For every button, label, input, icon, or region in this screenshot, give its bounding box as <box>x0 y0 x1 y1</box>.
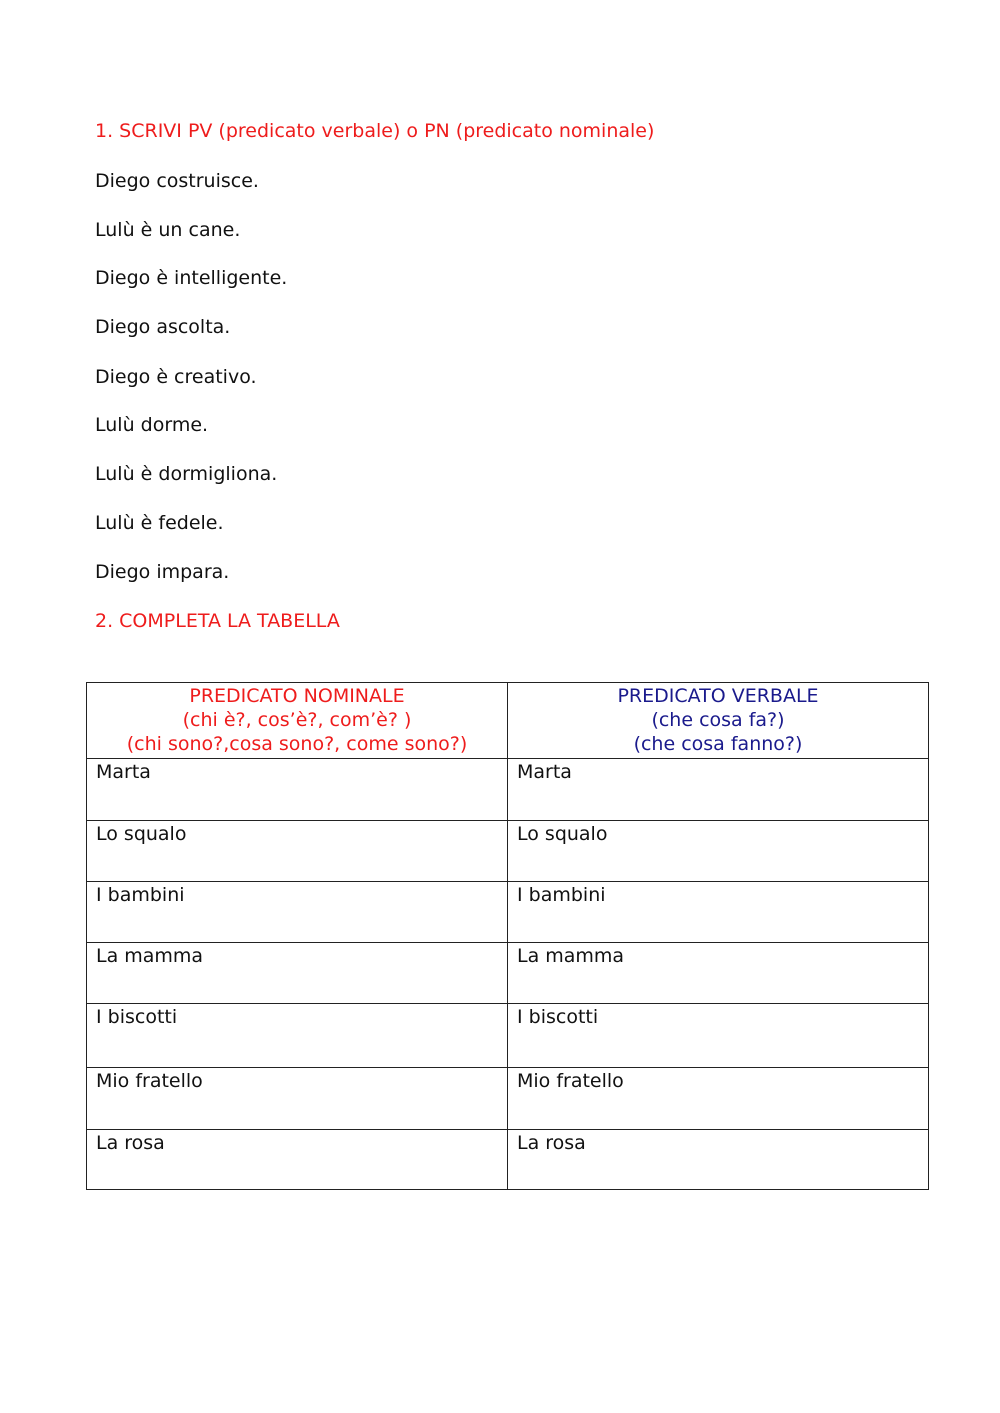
table-row <box>87 821 929 882</box>
cell-verbale[interactable]: Lo squalo <box>508 821 929 882</box>
table-row <box>87 1004 929 1068</box>
cell-verbale[interactable]: La rosa <box>508 1130 929 1190</box>
table-row <box>87 1130 929 1190</box>
table-header-row <box>87 683 929 759</box>
cell-verbale[interactable]: Marta <box>508 759 929 821</box>
table-row <box>87 943 929 1004</box>
cell-nominale[interactable]: Marta <box>87 759 508 821</box>
header-verbale-question2: (che cosa fanno?) <box>633 733 803 755</box>
cell-nominale[interactable]: Mio fratello <box>87 1068 508 1130</box>
header-predicato-verbale <box>508 683 929 759</box>
table-row <box>87 759 929 821</box>
sentence-1: Diego costruisce. <box>95 170 259 192</box>
cell-nominale[interactable]: La mamma <box>87 943 508 1004</box>
table-row <box>87 1068 929 1130</box>
cell-nominale[interactable]: I bambini <box>87 882 508 943</box>
cell-verbale[interactable]: I biscotti <box>508 1004 929 1068</box>
cell-nominale[interactable]: I biscotti <box>87 1004 508 1068</box>
header-verbale-title: PREDICATO VERBALE <box>617 685 819 707</box>
table-row <box>87 882 929 943</box>
header-nominale-title: PREDICATO NOMINALE <box>189 685 405 707</box>
predicate-table <box>86 682 929 1190</box>
sentence-4: Diego ascolta. <box>95 316 231 338</box>
header-nominale-question2: (chi sono?,cosa sono?, come sono?) <box>126 733 468 755</box>
sentence-3: Diego è intelligente. <box>95 267 288 289</box>
header-nominale-question1: (chi è?, cos’è?, com’è? ) <box>182 709 412 731</box>
sentence-7: Lulù è dormigliona. <box>95 463 278 485</box>
header-verbale-question1: (che cosa fa?) <box>651 709 785 731</box>
exercise1-title: 1. SCRIVI PV (predicato verbale) o PN (predicato nominale) <box>95 120 655 142</box>
cell-verbale[interactable]: I bambini <box>508 882 929 943</box>
sentence-5: Diego è creativo. <box>95 366 257 388</box>
header-predicato-nominale <box>87 683 508 759</box>
sentence-8: Lulù è fedele. <box>95 512 224 534</box>
exercise2-title: 2. COMPLETA LA TABELLA <box>95 610 340 632</box>
sentence-6: Lulù dorme. <box>95 414 209 436</box>
cell-verbale[interactable]: La mamma <box>508 943 929 1004</box>
cell-nominale[interactable]: La rosa <box>87 1130 508 1190</box>
cell-verbale[interactable]: Mio fratello <box>508 1068 929 1130</box>
sentence-9: Diego impara. <box>95 561 230 583</box>
sentence-2: Lulù è un cane. <box>95 219 241 241</box>
cell-nominale[interactable]: Lo squalo <box>87 821 508 882</box>
